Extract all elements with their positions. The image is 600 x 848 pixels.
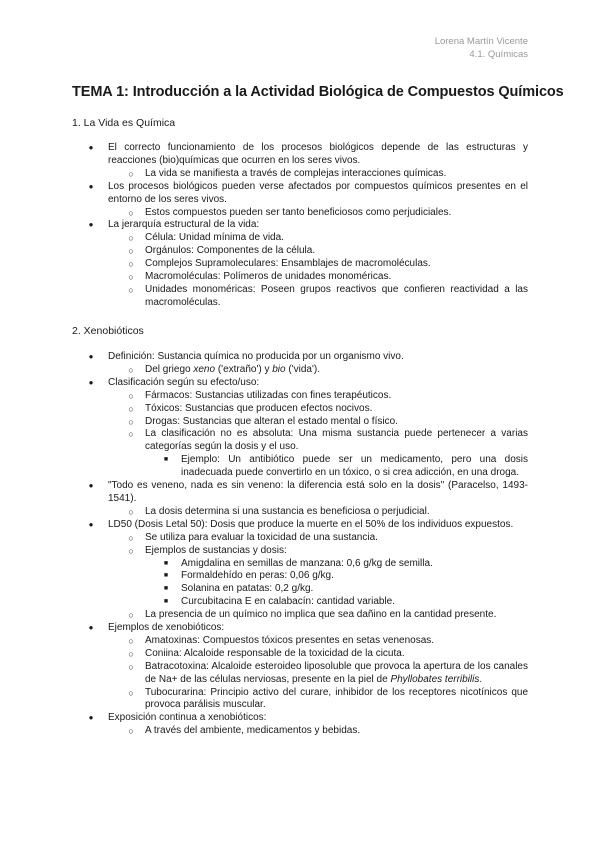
bullet-disc-icon: ● (88, 519, 94, 529)
bullet-circle-icon: ○ (128, 610, 134, 621)
list-item: ● Ejemplos de xenobióticos: (0, 622, 600, 635)
author-name: Lorena Martín Vicente (434, 36, 528, 47)
bullet-disc-icon: ● (88, 623, 94, 633)
list-item: ● El correcto funcionamiento de los procesos biológicos depende de las estructuras y reacciones (bio)químicas que ocurren en los seres vivos. (0, 142, 600, 168)
bullet-circle-icon: ○ (128, 233, 134, 244)
list-item: ○ Drogas: Sustancias que alteran el estado mental o físico. (0, 416, 600, 429)
bullet-circle-icon: ○ (128, 284, 134, 295)
bullet-circle-icon: ○ (128, 687, 134, 698)
list-item: ● La jerarquía estructural de la vida: (0, 219, 600, 232)
list-item: ■ Curcubitacina E en calabacín: cantidad variable. (0, 596, 600, 609)
list-item: ○ Macromoléculas: Polímeros de unidades monoméricas. (0, 271, 600, 284)
list-item: ○ La presencia de un químico no implica que sea dañino en la cantidad presente. (0, 609, 600, 622)
list-item: ○ Célula: Unidad mínima de vida. (0, 232, 600, 245)
bullet-disc-icon: ● (88, 143, 94, 152)
list-item: ○ Estos compuestos pueden ser tanto beneficiosos como perjudiciales. (0, 207, 600, 220)
list-item: ● Clasificación según su efecto/uso: (0, 377, 600, 390)
page-header (435, 35, 528, 61)
list-item: ○ Complejos Supramoleculares: Ensamblajes de macromoléculas. (0, 258, 600, 271)
list-item: ○ Coniina: Alcaloide responsable de la toxicidad de la cicuta. (0, 648, 600, 661)
bullet-circle-icon: ○ (128, 635, 134, 646)
bullet-circle-icon: ○ (128, 168, 134, 179)
bullet-circle-icon: ○ (128, 545, 134, 556)
list-item: ● LD50 (Dosis Letal 50): Dosis que produce la muerte en el 50% de los individuos expuestos. (0, 519, 600, 532)
section-heading-vida-quimica: 1. La Vida es Química (72, 117, 176, 129)
section-xenobioticos-list (0, 351, 600, 738)
bullet-square-icon: ■ (163, 559, 169, 567)
bullet-circle-icon: ○ (128, 272, 134, 283)
list-item: ○ Batracotoxina: Alcaloide esteroideo liposoluble que provoca la apertura de los canales de Na+ de las células nerviosas, presente en la piel de Phyllobates terribilis. (0, 661, 600, 687)
bullet-circle-icon: ○ (128, 259, 134, 270)
list-item: ○ Se utiliza para evaluar la toxicidad de una sustancia. (0, 532, 600, 545)
bullet-disc-icon: ● (88, 352, 94, 361)
subject-label: 4.1. Químicas (469, 49, 528, 60)
list-item: ○ Tóxicos: Sustancias que producen efectos nocivos. (0, 403, 600, 416)
list-item: ○ A través del ambiente, medicamentos y bebidas. (0, 725, 600, 738)
bullet-disc-icon: ● (88, 220, 94, 230)
section-heading-xenobioticos: 2. Xenobióticos (72, 325, 144, 337)
list-item: ■ Formaldehído en peras: 0,06 g/kg. (0, 570, 600, 583)
bullet-square-icon: ■ (163, 598, 169, 606)
bullet-circle-icon: ○ (128, 364, 134, 375)
list-item: ○ Tubocurarina: Principio activo del curare, inhibidor de los receptores nicotínicos que provoca parálisis muscular. (0, 687, 600, 713)
bullet-disc-icon: ● (88, 377, 94, 387)
bullet-circle-icon: ○ (128, 648, 134, 659)
list-item: ○ Orgánulos: Componentes de la célula. (0, 245, 600, 258)
bullet-square-icon: ■ (163, 572, 169, 580)
bullet-circle-icon: ○ (128, 532, 134, 543)
list-item: ○ La vida se manifiesta a través de complejas interacciones químicas. (0, 168, 600, 181)
list-item: ■ Ejemplo: Un antibiótico puede ser un medicamento, pero una dosis inadecuada puede convertirlo en un tóxico, o si crea adicción, en una droga. (0, 454, 600, 480)
list-item: ○ Unidades monoméricas: Poseen grupos reactivos que confieren reactividad a las macromoléculas. (0, 284, 600, 310)
section-vida-quimica-list (0, 142, 600, 310)
bullet-disc-icon: ● (88, 713, 94, 723)
list-item: ○ La dosis determina si una sustancia es beneficiosa o perjudicial. (0, 506, 600, 519)
bullet-circle-icon: ○ (128, 429, 134, 440)
list-item: ● Exposición continua a xenobióticos: (0, 712, 600, 725)
bullet-square-icon: ■ (163, 456, 169, 464)
list-item: ○ Amatoxinas: Compuestos tóxicos presentes en setas venenosas. (0, 635, 600, 648)
bullet-circle-icon: ○ (128, 246, 134, 257)
bullet-disc-icon: ● (88, 181, 94, 191)
bullet-circle-icon: ○ (128, 207, 134, 218)
list-item: ● Los procesos biológicos pueden verse afectados por compuestos químicos presentes en el entorno de los seres vivos. (0, 181, 600, 207)
bullet-circle-icon: ○ (128, 403, 134, 414)
list-item: ■ Amigdalina en semillas de manzana: 0,6 g/kg de semilla. (0, 558, 600, 571)
list-item: ○ Fármacos: Sustancias utilizadas con fines terapéuticos. (0, 390, 600, 403)
bullet-circle-icon: ○ (128, 390, 134, 401)
bullet-disc-icon: ● (88, 481, 94, 491)
bullet-circle-icon: ○ (128, 726, 134, 737)
document-title: TEMA 1: Introducción a la Actividad Biológica de Compuestos Químicos (72, 84, 564, 100)
list-item: ● "Todo es veneno, nada es sin veneno: la diferencia está solo en la dosis" (Paracelso, 1493-1541). (0, 480, 600, 506)
list-item: ○ Del griego xeno ('extraño') y bio ('vida'). (0, 364, 600, 377)
bullet-circle-icon: ○ (128, 416, 134, 427)
bullet-circle-icon: ○ (128, 506, 134, 517)
list-item: ○ Ejemplos de sustancias y dosis: (0, 545, 600, 558)
list-item: ○ La clasificación no es absoluta: Una misma sustancia puede pertenecer a varias categorías según la dosis y el uso. (0, 428, 600, 454)
list-item: ● Definición: Sustancia química no producida por un organismo vivo. (0, 351, 600, 364)
bullet-circle-icon: ○ (128, 661, 134, 672)
bullet-square-icon: ■ (163, 585, 169, 593)
list-item: ■ Solanina en patatas: 0,2 g/kg. (0, 583, 600, 596)
